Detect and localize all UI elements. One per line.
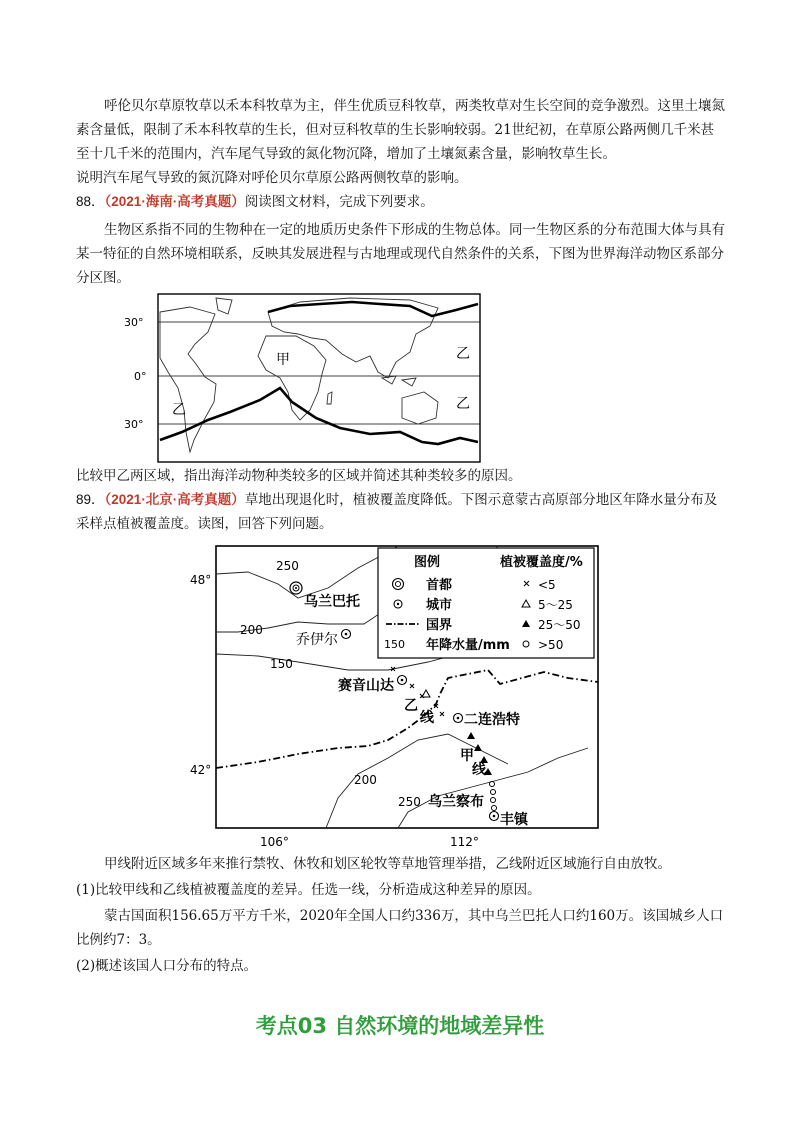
map-legend (378, 548, 594, 658)
q88-number: 88． (76, 194, 105, 209)
legend-city-label: 城市 (426, 598, 453, 613)
line-jia-label-2: 线 (472, 762, 486, 778)
intro-question: 说明汽车尾气导致的氮沉降对呼伦贝尔草原公路两侧牧草的影响。 (76, 170, 468, 186)
q88-text: 生物区系指不同的生物种在一定的地质历史条件下形成的生物总体。同一生物区系的分布范围大体与具有某一特征的自然环境相联系，反映其发展进程与古地理或现代自然条件的关系，下图为世界海洋动物区系部分分区图。 (76, 222, 725, 286)
isohyet-label-250-south: 250 (398, 795, 421, 809)
place-fengzhen: 丰镇 (500, 812, 528, 828)
legend-isohyet-label: 年降水量/mm (426, 638, 510, 653)
lat-label-30n: 30° (124, 316, 144, 329)
place-ulanqab: 乌兰察布 (428, 794, 484, 810)
q89-after-map: 甲线附近区域多年来推行禁牧、休牧和划区轮牧等草地管理举措，乙线附近区域施行自由放牧。 (104, 856, 671, 872)
legend-isohyet-sample: 150 (384, 638, 405, 651)
place-sainshand: 赛音山达 (338, 678, 394, 694)
q89-text: 草地出现退化时，植被覆盖度降低。下图示意蒙古高原部分地区年降水量分布及采样点植被覆盖度。读图，回答下列问题。 (76, 492, 718, 532)
intro-paragraph: 呼伦贝尔草原牧草以禾本科牧草为主，伴生优质豆科牧草，两类牧草对生长空间的竞争激烈。这里土壤氮素含量低，限制了禾本科牧草的生长，但对豆科牧草的生长影响较弱。21世纪初，在草原公路两侧几千米甚至十几千米的范围内，汽车尾气导致的氮化物沉降，增加了土壤氮素含量，影响牧草生长。 (76, 98, 725, 162)
line-jia-label-1: 甲 (460, 748, 474, 764)
lat-42: 42° (190, 763, 212, 777)
isohyet-label-250: 250 (276, 559, 299, 573)
q89-source: （2021·北京·高考真题） (104, 492, 245, 507)
line-yi-label-1: 乙 (404, 698, 418, 714)
legend-cov-5-25: 5～25 (538, 598, 573, 612)
place-choir: 乔伊尔 (296, 632, 338, 648)
q89-sub1: (1)比较甲线和乙线植被覆盖度的差异。任选一线，分析造成这种差异的原因。 (76, 882, 541, 898)
section-title: 考点03 自然环境的地域差异性 (255, 1014, 545, 1038)
place-ulaanbaatar: 乌兰巴托 (304, 594, 360, 610)
legend-title: 图例 (414, 555, 441, 570)
zone-yi-east: 乙 (456, 346, 470, 362)
q88-instruction: 阅读图文材料，完成下列要求。 (244, 194, 434, 210)
lon-106: 106° (260, 835, 289, 849)
isohyet-label-200-south: 200 (354, 773, 377, 787)
zone-yi-west: 乙 (172, 402, 186, 418)
q88-question: 比较甲乙两区域，指出海洋动物种类较多的区域并简述其种类较多的原因。 (76, 468, 522, 484)
q89-sub2: (2)概述该国人口分布的特点。 (76, 958, 258, 974)
q89-header (76, 488, 726, 536)
q88-header (76, 190, 726, 214)
legend-cov-gt50: >50 (538, 638, 564, 652)
zone-yi-south: 乙 (456, 396, 470, 412)
q89-paragraph2: 蒙古国面积156.65万平方千米，2020年全国人口约336万，其中乌兰巴托人口约160万。该国城乡人口比例约7：3。 (76, 908, 724, 948)
place-erenhot: 二连浩特 (464, 712, 520, 728)
lon-112: 112° (450, 835, 479, 849)
legend-coverage-title: 植被覆盖度/% (500, 555, 583, 570)
mongolia-precipitation-map (188, 544, 608, 856)
isohyet-label-150: 150 (270, 657, 293, 671)
legend-capital-label: 首都 (426, 578, 453, 593)
legend-cov-25-50: 25～50 (538, 618, 581, 632)
lat-48: 48° (190, 573, 212, 587)
line-yi-label-2: 线 (420, 710, 434, 726)
lat-label-0: 0° (134, 370, 147, 383)
isohyet-label-200: 200 (240, 623, 263, 637)
world-ocean-fauna-map (120, 292, 482, 464)
legend-border-label: 国界 (426, 618, 453, 633)
q88-source: （2021·海南·高考真题） (104, 194, 245, 209)
legend-cov-lt5: <5 (538, 578, 556, 592)
q89-number: 89． (76, 492, 105, 507)
lat-label-30s: 30° (124, 418, 144, 431)
zone-jia: 甲 (276, 352, 290, 368)
